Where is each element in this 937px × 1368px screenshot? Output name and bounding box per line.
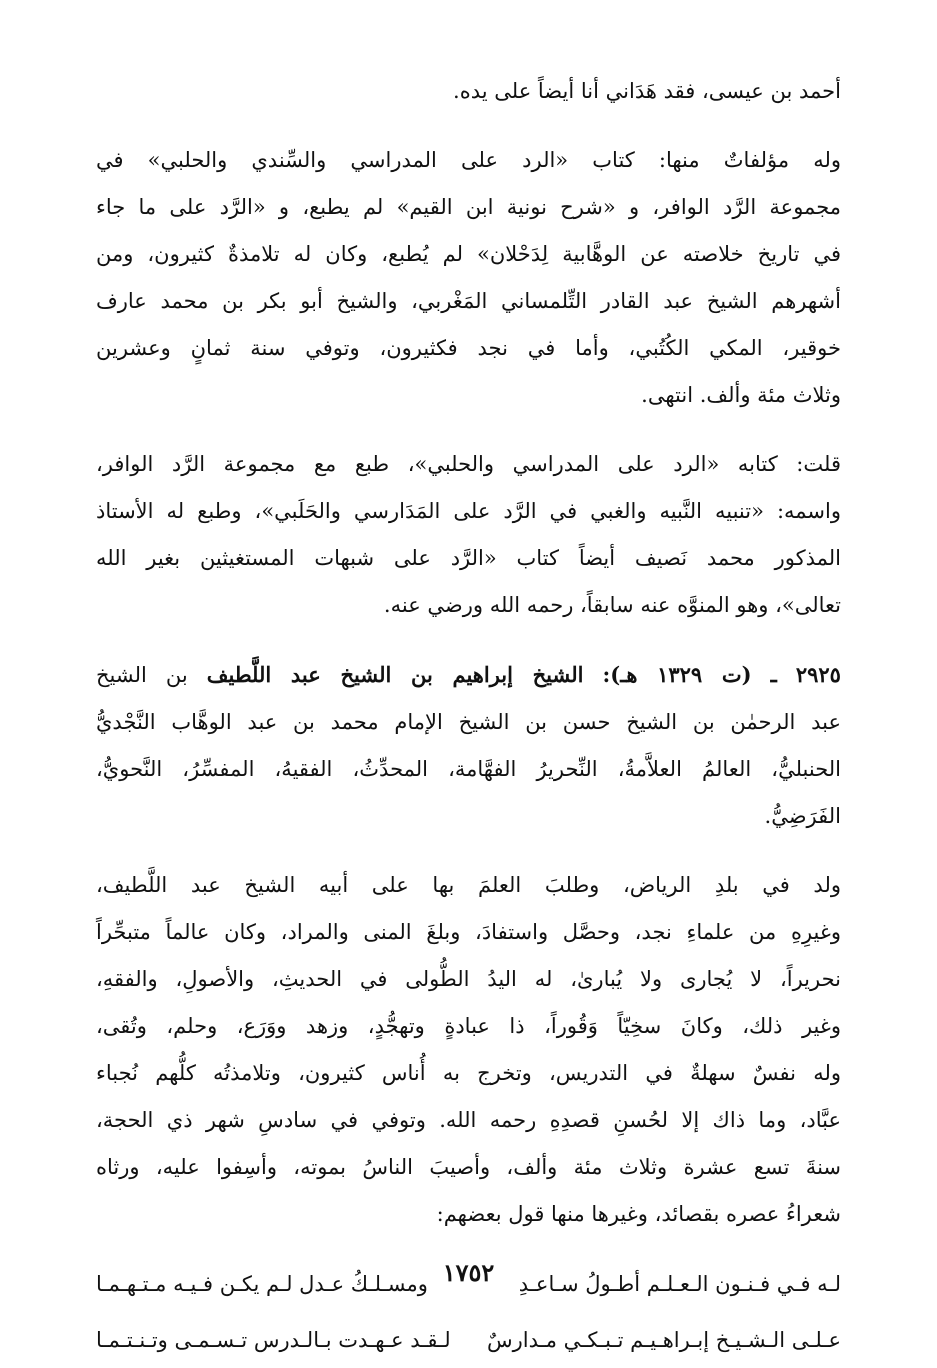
poem-verse bbox=[96, 1312, 841, 1368]
text-line: عبَّاد، وما ذاك إلا لحُسنِ قصدِهِ رحمه الله. وتوفي في سادسِ شهر ذي الحجة، bbox=[96, 1108, 841, 1132]
paragraph-opening bbox=[96, 68, 841, 115]
text-line: أشهرهم الشيخ عبد القادر التِّلمساني المَغْربي، والشيخ أبو بكر بن محمد عارف bbox=[96, 289, 841, 313]
entry-date: (ت ١٣٢٩ هـ): bbox=[602, 662, 752, 687]
paragraph-works bbox=[96, 137, 841, 419]
page-number: ١٧٥٢ bbox=[442, 1258, 495, 1287]
text-line: مجموعة الرَّد الوافر، و «شرح نونية ابن القيم» لم يطبع، و «الرَّد على ما جاء bbox=[96, 195, 841, 219]
verse-second-hemistich: لـقـد عـهـدت بـالـدرس تـسـمـى وتـنـتـمـا bbox=[96, 1328, 451, 1352]
text-line: وغير ذلك، وكانَ سخِيّاً وَقُوراً، ذا عبادةٍ وتهجُّدٍ، وزهد ووَرَع، وحلم، وتُقى، bbox=[96, 1014, 841, 1038]
paragraph-biography bbox=[96, 862, 841, 1238]
entry-dash: ـ bbox=[770, 662, 777, 687]
text-line: ولد في بلدِ الرياض، وطلبَ العلمَ بها على أبيه الشيخ عبد اللَّطيف، bbox=[96, 873, 841, 897]
text-line: الحنبليُّ، العالمُ العلاَّمةُ، النِّحريرُ الفهَّامة، المحدِّثُ، الفقيهُ، المفسِّرُ، النَّحويُّ، bbox=[96, 757, 841, 781]
text-line: عبد الرحمٰن بن الشيخ حسن بن الشيخ الإمام محمد بن عبد الوهَّاب النَّجْديُّ bbox=[96, 710, 841, 734]
verse-second-hemistich: ومسـلـكُ عـدل لـم يكـن فـيـه مـتـهـمـا bbox=[96, 1272, 428, 1296]
biography-entry-2925 bbox=[96, 651, 841, 840]
paragraph-author-note bbox=[96, 441, 841, 629]
text-line: وله مؤلفاتٌ منها: كتاب «الرد على المدراسي والسِّندي والحلبي» في bbox=[96, 148, 841, 172]
text-line: المذكور محمد نَصيف أيضاً كتاب «الرَّد على شبهات المستغيثين بغير الله bbox=[96, 546, 841, 570]
text-line: قلت: كتابه «الرد على المدراسي والحلبي»، طبع مع مجموعة الرَّد الوافر، bbox=[96, 452, 841, 476]
verse-first-hemistich: لـه فـي فـنـون الـعـلـم أطـولُ سـاعـدِ bbox=[518, 1272, 841, 1296]
entry-name: الشيخ إبراهيم بن الشيخ عبد اللَّطيف bbox=[206, 662, 584, 687]
text-line: وغيرِهِ من علماءِ نجد، وحصَّل واستفادَ، وبلغَ المنى والمراد، وكان عالماً متبحِّراً bbox=[96, 920, 841, 944]
text-line: نحريراً، لا يُجارى ولا يُبارىٰ، له اليدُ الطُّولى في الحديثِ، والأصولِ، والفقهِ، bbox=[96, 967, 841, 991]
text-line: شعراءُ عصره بقصائد، وغيرها منها قول بعضهم: bbox=[436, 1202, 841, 1226]
text-line: واسمه: «تنبيه النَّبيه والغبي في الرَّد على المَدَارسي والحَلَبي»، وطبع له الأستاذ bbox=[96, 499, 841, 523]
text-line: الفَرَضِيُّ. bbox=[764, 804, 841, 828]
text-line: وله نفسٌ سهلةٌ في التدريس، وتخرج به أُناس كثيرون، وتلامذتُه كلُّهم نُجباء bbox=[96, 1061, 841, 1085]
text-line: خوقير، المكي الكُتُبي، وأما في نجد فكثيرون، وتوفي سنة ثمانٍ وعشرين bbox=[96, 336, 841, 360]
text-line: تعالى»، وهو المنوَّه عنه سابقاً، رحمه الله ورضي عنه. bbox=[383, 593, 841, 617]
entry-number: ٢٩٢٥ bbox=[795, 662, 841, 687]
text-line: في تاريخ خلاصته عن الوهَّابية لِدَحْلان» لم يُطبع، وكان له تلامذةٌ كثيرون، ومن bbox=[96, 242, 841, 266]
text-line: أحمد بن عيسى، فقد هَدَاني أنا أيضاً على يده. bbox=[453, 79, 841, 103]
entry-lineage-start: بن الشيخ bbox=[96, 663, 188, 687]
verse-first-hemistich: عـلـى الـشـيـخ إبـراهـيـم تـبـكـي مـدارسٌ bbox=[486, 1328, 841, 1352]
text-line: وثلاث مئة وألف. انتهى. bbox=[641, 383, 841, 407]
entry-heading-line bbox=[96, 651, 841, 699]
text-line: سنةَ تسع عشرة وثلاث مئة وألف، وأصيبَ الناسُ بموته، وأسِفوا عليه، ورثاه bbox=[96, 1155, 841, 1179]
